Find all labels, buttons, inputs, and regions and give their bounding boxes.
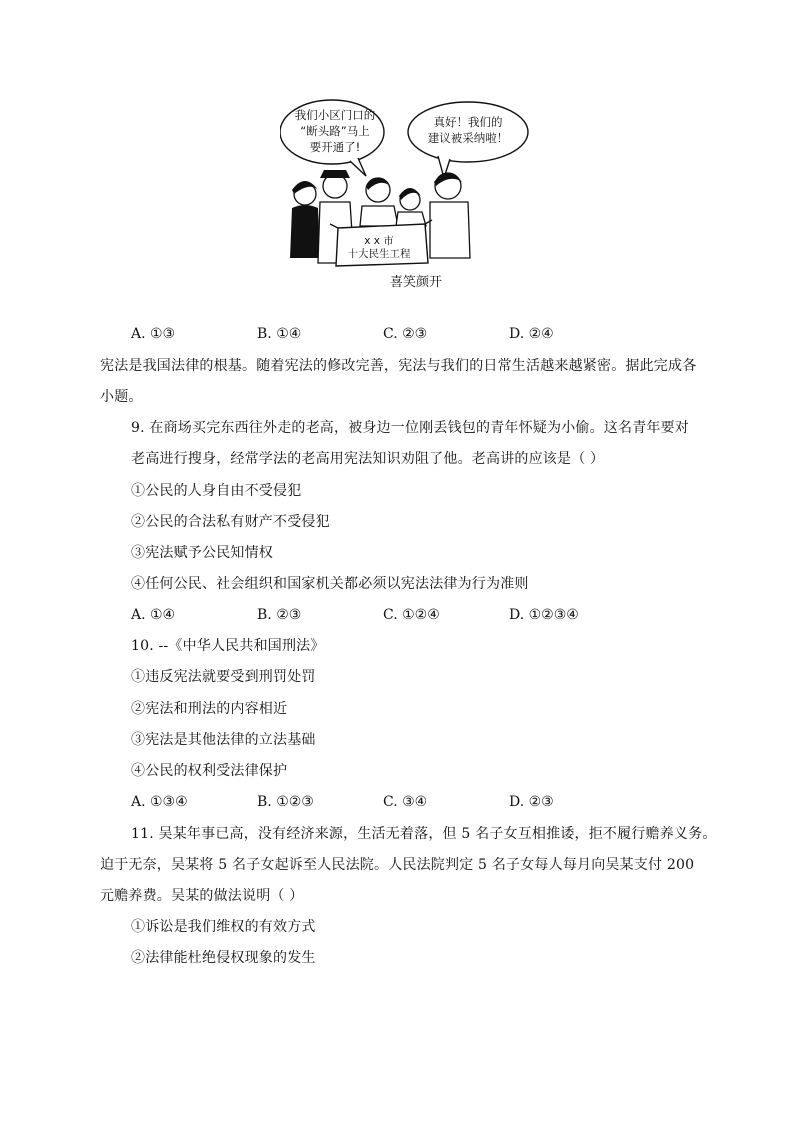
q10-option-c: C. ③④ — [383, 794, 428, 810]
bubble-line: 建议被采纳啦！ — [427, 131, 509, 145]
q8-option-c: C. ②③ — [383, 326, 428, 342]
q9-item: ②公民的合法私有财产不受侵犯 — [131, 514, 330, 530]
sign-title: 十大民生工程 — [347, 248, 411, 260]
q11-stem: 迫于无奈，吴某将 5 名子女起诉至人民法院。人民法院判定 5 名子女每人每月向吴某支付 200 — [100, 857, 695, 873]
q9-option-d: D. ①②③④ — [509, 607, 579, 623]
q11-stem: 元赡养费。吴某的做法说明（ ） — [100, 888, 304, 904]
q9-item: ①公民的人身自由不受侵犯 — [131, 483, 302, 499]
q8-option-b: B. ①④ — [257, 326, 302, 342]
q9-stem: 老高进行搜身，经常学法的老高用宪法知识劝阻了他。老高讲的应该是（ ） — [131, 451, 605, 467]
q11-item: ①诉讼是我们维权的有效方式 — [131, 919, 316, 935]
q10-item: ②宪法和刑法的内容相近 — [131, 701, 288, 717]
sign-city: x x 市 — [364, 235, 394, 247]
q11-stem: 11. 吴某年事已高，没有经济来源，生活无着落，但 5 名子女互相推诿，拒不履行赡养义务。 — [131, 826, 717, 842]
bubble-line: 我们小区门口的 — [294, 108, 376, 122]
speech-bubble-right — [410, 114, 526, 146]
q9-item: ③宪法赋予公民知情权 — [131, 545, 273, 561]
intro-line: 宪法是我国法律的根基。随着宪法的修改完善，宪法与我们的日常生活越来越紧密。据此完成各 — [100, 358, 697, 374]
speech-bubble-left — [280, 107, 390, 155]
q9-option-b: B. ②③ — [257, 607, 302, 623]
bubble-line: “断头路”马上 — [300, 124, 370, 138]
bubble-line: 真好！我们的 — [433, 115, 503, 129]
q11-item: ②法律能杜绝侵权现象的发生 — [131, 950, 316, 966]
q10-stem: 10. --《中华人民共和国刑法》 — [131, 638, 325, 654]
q9-option-c: C. ①②④ — [383, 607, 440, 623]
q10-option-a: A. ①③④ — [131, 794, 188, 810]
intro-line: 小题。 — [100, 389, 143, 405]
q8-option-a: A. ①③ — [131, 326, 176, 342]
cartoon-illustration — [280, 98, 530, 288]
q9-item: ④任何公民、社会组织和国家机关都必须以宪法法律为行为准则 — [131, 576, 529, 592]
q10-item: ③宪法是其他法律的立法基础 — [131, 732, 316, 748]
q8-option-d: D. ②④ — [509, 326, 554, 342]
figure-caption: 喜笑颜开 — [389, 275, 442, 290]
bubble-line: 要开通了! — [309, 140, 361, 154]
q10-item: ④公民的权利受法律保护 — [131, 763, 288, 779]
q9-option-a: A. ①④ — [131, 607, 176, 623]
q10-item: ①违反宪法就要受到刑罚处罚 — [131, 669, 316, 685]
q9-stem: 9. 在商场买完东西往外走的老高，被身边一位刚丢钱包的青年怀疑为小偷。这名青年要对 — [131, 420, 690, 436]
q10-option-b: B. ①②③ — [257, 794, 314, 810]
q10-option-d: D. ②③ — [509, 794, 554, 810]
